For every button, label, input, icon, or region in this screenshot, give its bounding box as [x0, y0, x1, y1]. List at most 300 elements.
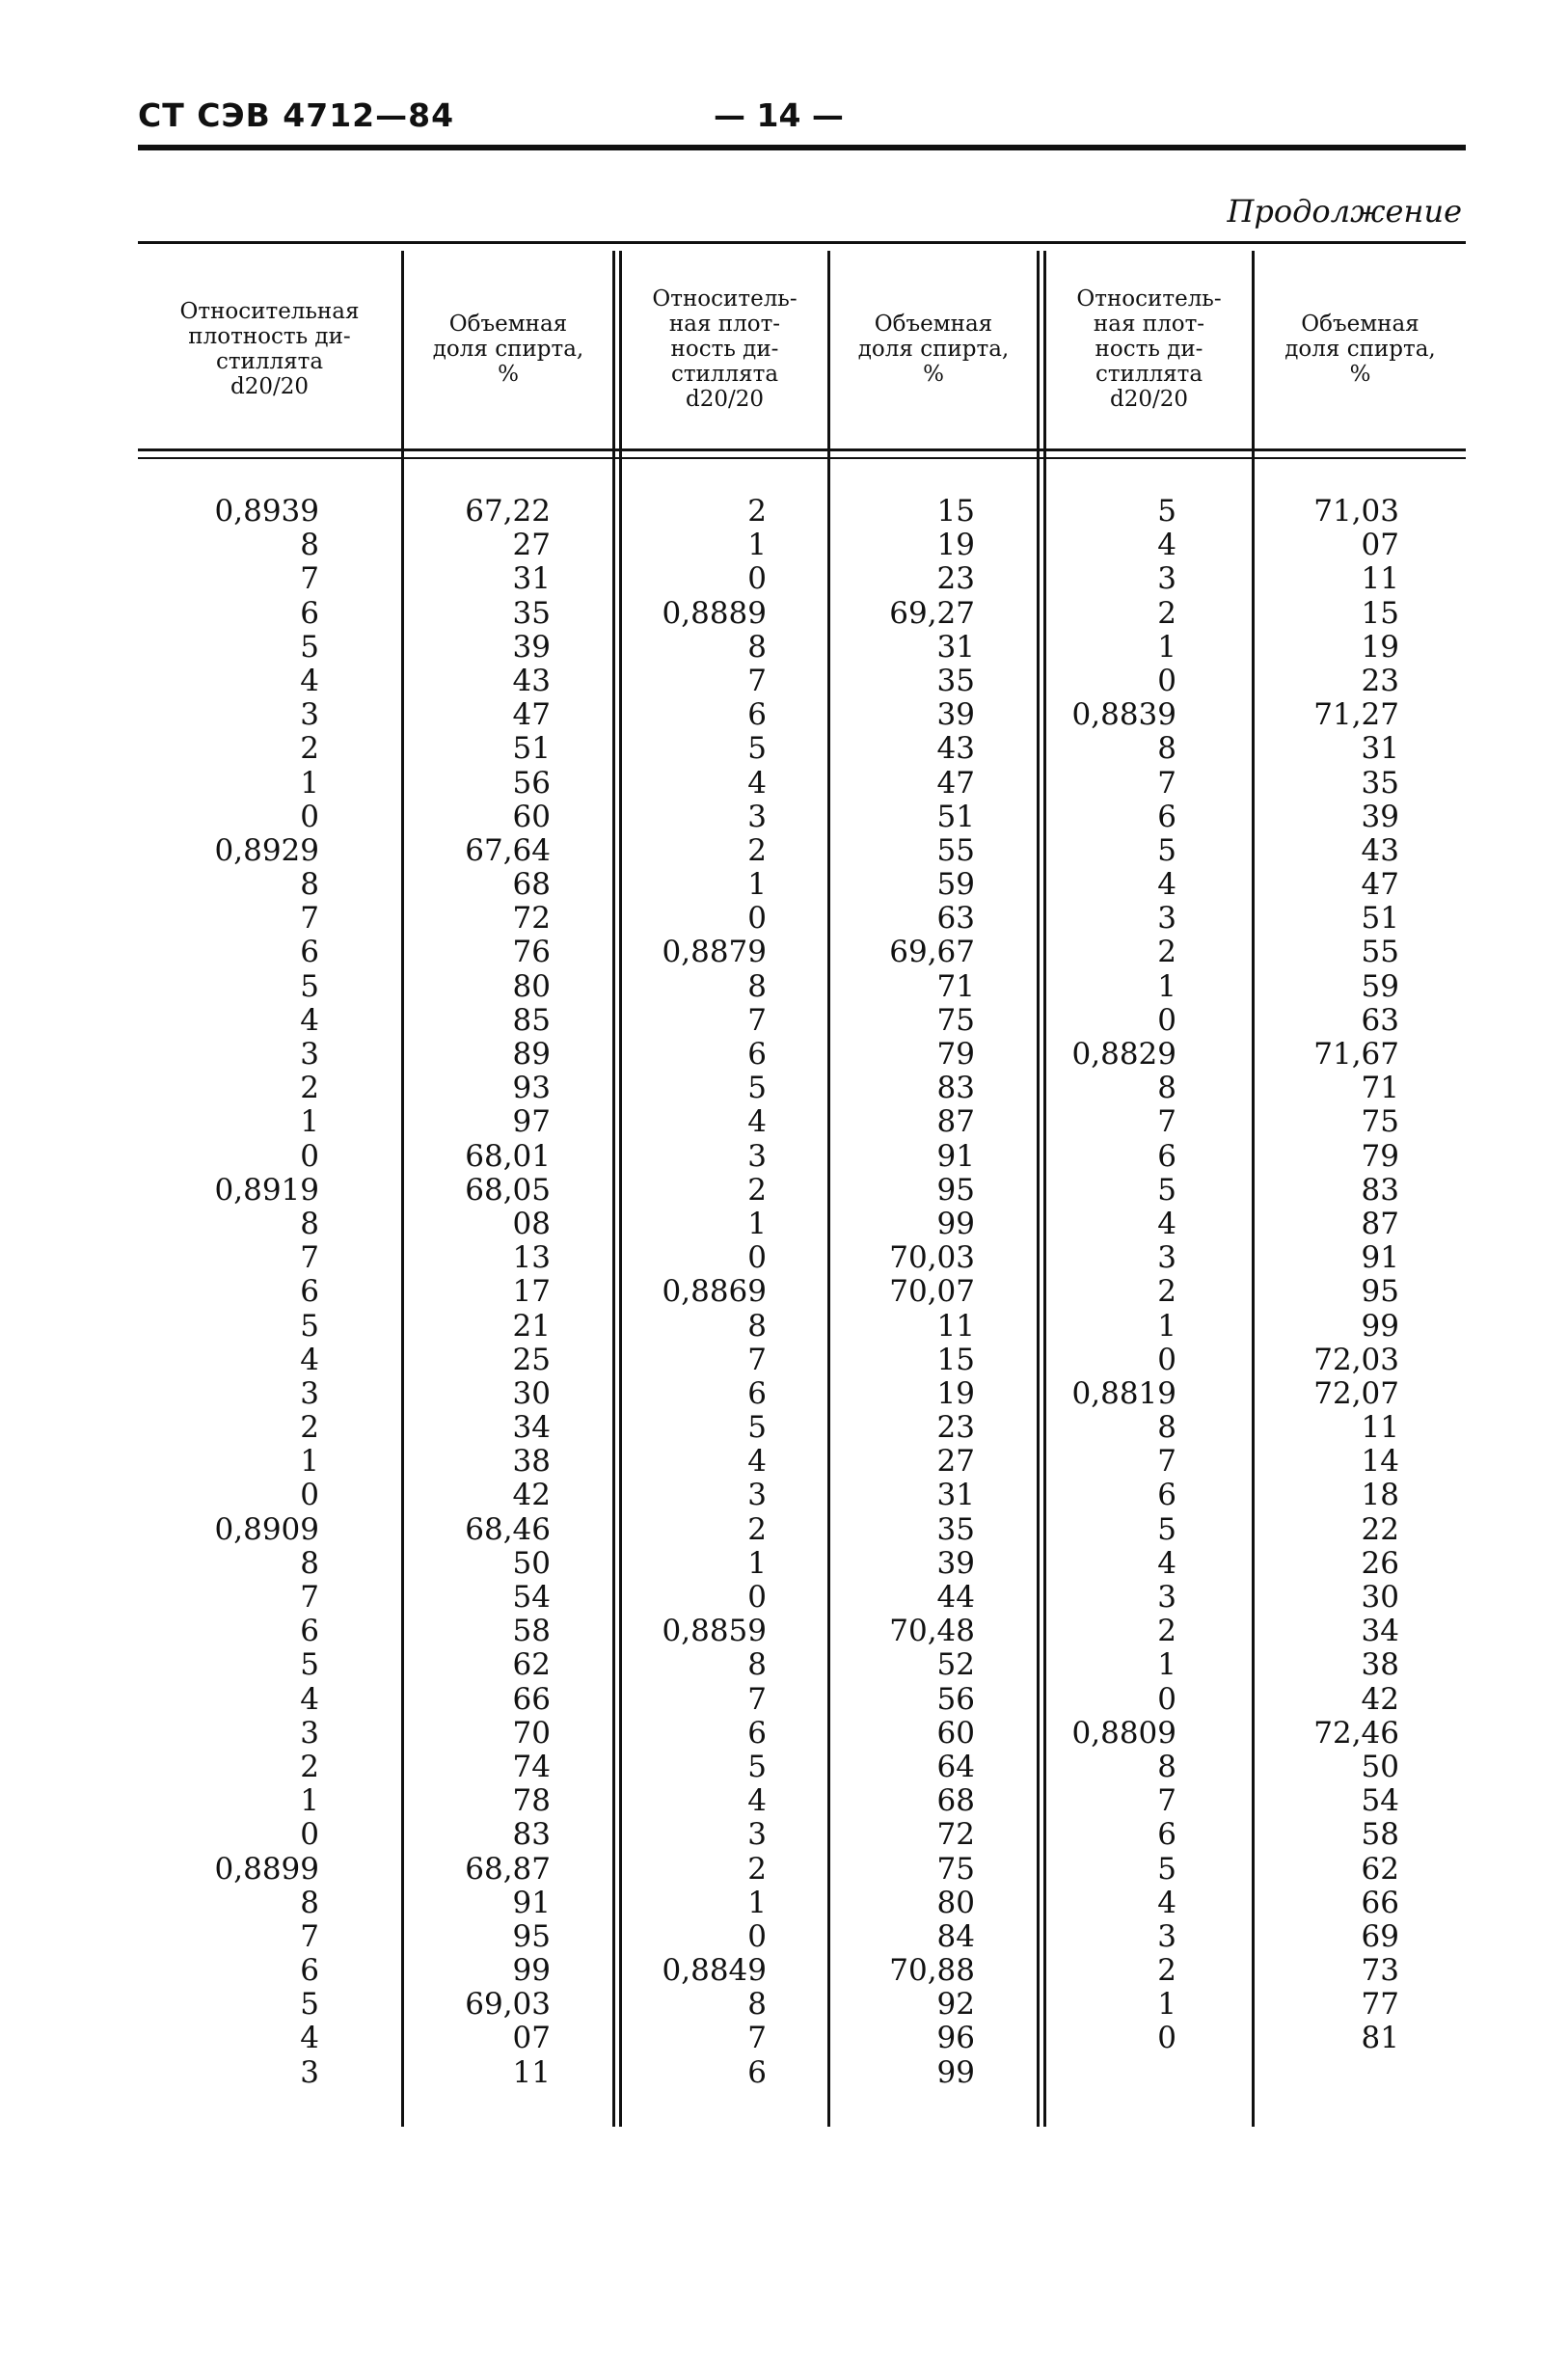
- table-cell: 39: [936, 1545, 975, 1581]
- table-cell: 8: [747, 1308, 767, 1344]
- table-cell: 2: [747, 494, 767, 529]
- table-cell: 68,87: [465, 1851, 551, 1887]
- table-cell: 42: [512, 1478, 551, 1513]
- table-cell: 19: [936, 1375, 975, 1411]
- table-cell: 1: [300, 1444, 319, 1480]
- continuation-label: Продолжение: [1227, 193, 1462, 230]
- table-top-rule: [138, 241, 1466, 244]
- table-cell: 99: [936, 1206, 975, 1241]
- table-cell: 0: [747, 561, 767, 597]
- table-cell: 80: [512, 968, 551, 1004]
- table-cell: 69,27: [889, 595, 975, 631]
- table-cell: 87: [1361, 1206, 1399, 1241]
- table-cell: 2: [300, 1071, 319, 1106]
- table-cell: 0,8889: [662, 595, 767, 631]
- table-cell: 4: [1157, 867, 1176, 903]
- column-alcohol-fraction-2: [830, 495, 975, 2090]
- table-cell: 0,8829: [1071, 1037, 1176, 1072]
- table-cell: 91: [1361, 1240, 1399, 1276]
- table-cell: 23: [936, 1410, 975, 1446]
- table-cell: 6: [300, 1953, 319, 1989]
- header-bottom-rule-2: [138, 457, 1466, 459]
- table-cell: 8: [300, 528, 319, 563]
- table-cell: 4: [1157, 528, 1176, 563]
- table-cell: 0,8859: [662, 1614, 767, 1649]
- table-cell: 0,8939: [214, 494, 319, 529]
- table-cell: 11: [936, 1308, 975, 1344]
- table-cell: 92: [936, 1987, 975, 2023]
- table-cell: 0,8899: [214, 1851, 319, 1887]
- table-cell: 5: [300, 629, 319, 665]
- table-cell: 6: [747, 1037, 767, 1072]
- table-cell: 2: [1157, 1614, 1176, 1649]
- table-cell: 5: [747, 1410, 767, 1446]
- table-cell: 8: [747, 629, 767, 665]
- table-cell: 34: [1361, 1614, 1399, 1649]
- table-cell: 7: [300, 1580, 319, 1615]
- header-rule: [138, 145, 1466, 150]
- table-cell: 30: [512, 1375, 551, 1411]
- table-cell: 52: [936, 1647, 975, 1683]
- table-cell: 73: [1361, 1953, 1399, 1989]
- table-cell: 0: [1157, 1681, 1176, 1717]
- table-cell: 84: [936, 1918, 975, 1954]
- table-cell: 21: [512, 1308, 551, 1344]
- table-cell: 3: [300, 1375, 319, 1411]
- table-cell: 51: [936, 799, 975, 834]
- table-cell: 7: [747, 1342, 767, 1377]
- table-cell: 25: [512, 1342, 551, 1377]
- table-cell: 54: [1361, 1783, 1399, 1819]
- table-cell: 51: [512, 731, 551, 767]
- table-cell: 68: [936, 1783, 975, 1819]
- table-cell: 4: [300, 1002, 319, 1038]
- table-cell: 4: [747, 765, 767, 801]
- table-cell: 39: [512, 629, 551, 665]
- table-cell: 8: [1157, 1410, 1176, 1446]
- column-relative-density-3: [1046, 495, 1176, 2056]
- table-cell: 7: [1157, 1444, 1176, 1480]
- table-cell: 6: [747, 697, 767, 733]
- table-cell: 0: [1157, 1002, 1176, 1038]
- table-cell: 8: [747, 1647, 767, 1683]
- table-cell: 96: [936, 2021, 975, 2056]
- table-cell: 0: [1157, 663, 1176, 698]
- table-cell: 0: [300, 799, 319, 834]
- standard-designation: СТ СЭВ 4712—84: [138, 96, 455, 134]
- column-divider-double: [1037, 251, 1040, 2127]
- table-cell: 2: [1157, 595, 1176, 631]
- table-cell: 89: [512, 1037, 551, 1072]
- table-cell: 3: [1157, 1918, 1176, 1954]
- table-cell: 39: [936, 697, 975, 733]
- table-cell: 0: [747, 1580, 767, 1615]
- table-cell: 6: [300, 595, 319, 631]
- table-cell: 3: [747, 1817, 767, 1853]
- table-cell: 27: [936, 1444, 975, 1480]
- table-cell: 0,8809: [1071, 1715, 1176, 1751]
- table-cell: 99: [936, 2054, 975, 2090]
- table-cell: 38: [1361, 1647, 1399, 1683]
- table-cell: 3: [1157, 1240, 1176, 1276]
- table-cell: 31: [936, 629, 975, 665]
- table-cell: 70,07: [889, 1274, 975, 1310]
- table-cell: 35: [1361, 765, 1399, 801]
- table-cell: 70,03: [889, 1240, 975, 1276]
- table-cell: 58: [1361, 1817, 1399, 1853]
- table-cell: 6: [300, 1274, 319, 1310]
- table-cell: 4: [300, 663, 319, 698]
- table-cell: 1: [300, 1104, 319, 1140]
- table-cell: 6: [747, 1715, 767, 1751]
- density-alcohol-table: [138, 241, 1466, 2132]
- table-cell: 7: [1157, 1104, 1176, 1140]
- table-cell: 77: [1361, 1987, 1399, 2023]
- column-relative-density-1: [138, 495, 319, 2090]
- table-cell: 2: [747, 1172, 767, 1208]
- table-cell: 31: [1361, 731, 1399, 767]
- table-cell: 1: [1157, 1647, 1176, 1683]
- table-cell: 69: [1361, 1918, 1399, 1954]
- table-cell: 62: [512, 1647, 551, 1683]
- table-cell: 5: [300, 1647, 319, 1683]
- table-cell: 7: [747, 1681, 767, 1717]
- column-divider-double: [612, 251, 615, 2127]
- table-cell: 3: [1157, 561, 1176, 597]
- table-cell: 58: [512, 1614, 551, 1649]
- page-number: — 14 —: [714, 96, 844, 134]
- table-cell: 18: [1361, 1478, 1399, 1513]
- table-cell: 1: [300, 1783, 319, 1819]
- table-cell: 1: [747, 867, 767, 903]
- table-cell: 6: [300, 935, 319, 970]
- table-cell: 42: [1361, 1681, 1399, 1717]
- table-cell: 13: [512, 1240, 551, 1276]
- table-cell: 5: [747, 1071, 767, 1106]
- table-cell: 2: [747, 832, 767, 868]
- table-cell: 0: [1157, 2021, 1176, 2056]
- table-cell: 2: [300, 1749, 319, 1784]
- table-cell: 5: [1157, 1851, 1176, 1887]
- table-cell: 6: [747, 1375, 767, 1411]
- table-cell: 62: [1361, 1851, 1399, 1887]
- table-cell: 8: [747, 1987, 767, 2023]
- table-cell: 56: [936, 1681, 975, 1717]
- table-cell: 3: [1157, 1580, 1176, 1615]
- header-alcohol-fraction-2: Объемная доля спирта, %: [857, 312, 1010, 387]
- table-cell: 3: [300, 1037, 319, 1072]
- table-cell: 72: [512, 901, 551, 937]
- table-cell: 60: [936, 1715, 975, 1751]
- table-cell: 8: [300, 1885, 319, 1920]
- column-alcohol-fraction-1: [404, 495, 551, 2090]
- table-cell: 5: [300, 968, 319, 1004]
- table-cell: 4: [1157, 1206, 1176, 1241]
- table-cell: 75: [1361, 1104, 1399, 1140]
- table-cell: 69,03: [465, 1987, 551, 2023]
- table-cell: 83: [512, 1817, 551, 1853]
- table-cell: 35: [936, 1511, 975, 1547]
- table-cell: 7: [300, 1240, 319, 1276]
- table-cell: 54: [512, 1580, 551, 1615]
- table-cell: 72,07: [1313, 1375, 1399, 1411]
- table-cell: 95: [936, 1172, 975, 1208]
- table-cell: 4: [747, 1783, 767, 1819]
- table-cell: 1: [300, 765, 319, 801]
- table-cell: 78: [512, 1783, 551, 1819]
- table-cell: 72,03: [1313, 1342, 1399, 1377]
- table-cell: 8: [747, 968, 767, 1004]
- table-cell: 4: [300, 2021, 319, 2056]
- table-cell: 43: [1361, 832, 1399, 868]
- table-cell: 2: [300, 1410, 319, 1446]
- table-cell: 51: [1361, 901, 1399, 937]
- table-cell: 79: [936, 1037, 975, 1072]
- table-cell: 0,8879: [662, 935, 767, 970]
- table-cell: 59: [936, 867, 975, 903]
- table-cell: 67,22: [465, 494, 551, 529]
- table-cell: 4: [1157, 1885, 1176, 1920]
- table-cell: 1: [1157, 1308, 1176, 1344]
- table-cell: 3: [747, 1138, 767, 1174]
- table-cell: 8: [300, 867, 319, 903]
- table-cell: 3: [747, 799, 767, 834]
- table-cell: 72,46: [1313, 1715, 1399, 1751]
- table-cell: 85: [512, 1002, 551, 1038]
- table-cell: 87: [936, 1104, 975, 1140]
- table-cell: 6: [300, 1614, 319, 1649]
- table-cell: 11: [1361, 1410, 1399, 1446]
- table-cell: 7: [747, 2021, 767, 2056]
- header-alcohol-fraction-3: Объемная доля спирта, %: [1284, 312, 1436, 387]
- table-cell: 2: [747, 1851, 767, 1887]
- table-cell: 95: [512, 1918, 551, 1954]
- table-cell: 71: [1361, 1071, 1399, 1106]
- table-cell: 67,64: [465, 832, 551, 868]
- table-cell: 0: [747, 1918, 767, 1954]
- table-cell: 47: [936, 765, 975, 801]
- table-cell: 71,03: [1313, 494, 1399, 529]
- table-cell: 97: [512, 1104, 551, 1140]
- table-cell: 64: [936, 1749, 975, 1784]
- table-cell: 75: [936, 1851, 975, 1887]
- table-cell: 2: [1157, 1274, 1176, 1310]
- table-cell: 66: [1361, 1885, 1399, 1920]
- table-cell: 91: [512, 1885, 551, 1920]
- table-cell: 66: [512, 1681, 551, 1717]
- header-bottom-rule: [138, 448, 1466, 451]
- table-cell: 2: [1157, 935, 1176, 970]
- table-cell: 79: [1361, 1138, 1399, 1174]
- table-cell: 47: [512, 697, 551, 733]
- table-cell: 1: [1157, 629, 1176, 665]
- table-cell: 1: [747, 1545, 767, 1581]
- table-cell: 30: [1361, 1580, 1399, 1615]
- table-cell: 81: [1361, 2021, 1399, 2056]
- table-cell: 7: [1157, 1783, 1176, 1819]
- header-relative-density-1: Относительная плотность ди- стиллята d20/20: [179, 299, 360, 399]
- table-cell: 15: [936, 494, 975, 529]
- table-cell: 70: [512, 1715, 551, 1751]
- table-cell: 68: [512, 867, 551, 903]
- table-cell: 50: [512, 1545, 551, 1581]
- table-cell: 5: [1157, 1511, 1176, 1547]
- table-cell: 0,8909: [214, 1511, 319, 1547]
- table-cell: 7: [300, 1918, 319, 1954]
- table-cell: 0: [747, 1240, 767, 1276]
- table-cell: 8: [1157, 1749, 1176, 1784]
- table-cell: 0: [300, 1138, 319, 1174]
- table-cell: 7: [300, 561, 319, 597]
- table-cell: 59: [1361, 968, 1399, 1004]
- table-cell: 72: [936, 1817, 975, 1853]
- table-cell: 15: [936, 1342, 975, 1377]
- table-cell: 23: [936, 561, 975, 597]
- table-cell: 23: [1361, 663, 1399, 698]
- table-cell: 5: [1157, 832, 1176, 868]
- table-cell: 0: [747, 901, 767, 937]
- column-relative-density-2: [622, 495, 767, 2090]
- table-cell: 26: [1361, 1545, 1399, 1581]
- table-cell: 34: [512, 1410, 551, 1446]
- table-cell: 5: [1157, 1172, 1176, 1208]
- table-cell: 4: [747, 1444, 767, 1480]
- table-cell: 08: [512, 1206, 551, 1241]
- table-cell: 91: [936, 1138, 975, 1174]
- table-cell: 27: [512, 528, 551, 563]
- table-cell: 63: [936, 901, 975, 937]
- table-cell: 0,8849: [662, 1953, 767, 1989]
- table-cell: 39: [1361, 799, 1399, 834]
- table-cell: 1: [747, 1885, 767, 1920]
- table-cell: 8: [1157, 1071, 1176, 1106]
- table-cell: 3: [747, 1478, 767, 1513]
- table-cell: 0,8839: [1071, 697, 1176, 733]
- table-cell: 71,27: [1313, 697, 1399, 733]
- table-cell: 1: [747, 528, 767, 563]
- table-cell: 50: [1361, 1749, 1399, 1784]
- table-cell: 35: [936, 663, 975, 698]
- table-cell: 68,01: [465, 1138, 551, 1174]
- table-cell: 35: [512, 595, 551, 631]
- table-cell: 76: [512, 935, 551, 970]
- table-cell: 60: [512, 799, 551, 834]
- table-cell: 4: [747, 1104, 767, 1140]
- table-cell: 5: [1157, 494, 1176, 529]
- table-cell: 6: [1157, 1817, 1176, 1853]
- table-cell: 15: [1361, 595, 1399, 631]
- table-cell: 7: [747, 1002, 767, 1038]
- table-cell: 07: [512, 2021, 551, 2056]
- table-cell: 07: [1361, 528, 1399, 563]
- table-cell: 44: [936, 1580, 975, 1615]
- table-cell: 95: [1361, 1274, 1399, 1310]
- table-cell: 19: [936, 528, 975, 563]
- table-cell: 1: [1157, 968, 1176, 1004]
- table-cell: 55: [936, 832, 975, 868]
- table-cell: 75: [936, 1002, 975, 1038]
- table-cell: 1: [1157, 1987, 1176, 2023]
- table-cell: 0: [300, 1817, 319, 1853]
- table-cell: 63: [1361, 1002, 1399, 1038]
- table-cell: 5: [747, 1749, 767, 1784]
- table-cell: 8: [300, 1545, 319, 1581]
- table-cell: 47: [1361, 867, 1399, 903]
- table-cell: 70,88: [889, 1953, 975, 1989]
- table-cell: 17: [512, 1274, 551, 1310]
- table-cell: 5: [747, 731, 767, 767]
- table-cell: 71,67: [1313, 1037, 1399, 1072]
- table-cell: 4: [300, 1681, 319, 1717]
- table-cell: 3: [300, 1715, 319, 1751]
- table-cell: 5: [300, 1987, 319, 2023]
- table-cell: 5: [300, 1308, 319, 1344]
- table-cell: 6: [1157, 799, 1176, 834]
- table-cell: 7: [747, 663, 767, 698]
- table-cell: 83: [1361, 1172, 1399, 1208]
- table-cell: 8: [300, 1206, 319, 1241]
- table-cell: 70,48: [889, 1614, 975, 1649]
- table-cell: 38: [512, 1444, 551, 1480]
- table-cell: 83: [936, 1071, 975, 1106]
- table-cell: 11: [512, 2054, 551, 2090]
- table-cell: 4: [300, 1342, 319, 1377]
- table-cell: 68,46: [465, 1511, 551, 1547]
- table-cell: 68,05: [465, 1172, 551, 1208]
- table-cell: 6: [1157, 1138, 1176, 1174]
- table-cell: 4: [1157, 1545, 1176, 1581]
- table-cell: 74: [512, 1749, 551, 1784]
- table-cell: 93: [512, 1071, 551, 1106]
- table-cell: 3: [1157, 901, 1176, 937]
- header-relative-density-2: Относитель- ная плот- ность ди- стиллята d20/20: [652, 286, 798, 412]
- table-cell: 2: [300, 731, 319, 767]
- table-cell: 99: [1361, 1308, 1399, 1344]
- table-cell: 6: [747, 2054, 767, 2090]
- table-cell: 19: [1361, 629, 1399, 665]
- table-cell: 71: [936, 968, 975, 1004]
- table-cell: 99: [512, 1953, 551, 1989]
- table-cell: 8: [1157, 731, 1176, 767]
- table-cell: 1: [747, 1206, 767, 1241]
- table-cell: 43: [936, 731, 975, 767]
- table-cell: 31: [936, 1478, 975, 1513]
- table-cell: 6: [1157, 1478, 1176, 1513]
- table-cell: 0: [300, 1478, 319, 1513]
- table-cell: 0,8819: [1071, 1375, 1176, 1411]
- table-cell: 3: [300, 697, 319, 733]
- table-cell: 11: [1361, 561, 1399, 597]
- table-cell: 56: [512, 765, 551, 801]
- table-cell: 2: [1157, 1953, 1176, 1989]
- table-cell: 22: [1361, 1511, 1399, 1547]
- header-relative-density-3: Относитель- ная плот- ность ди- стиллята d20/20: [1076, 286, 1222, 412]
- table-cell: 0: [1157, 1342, 1176, 1377]
- table-cell: 0,8919: [214, 1172, 319, 1208]
- table-cell: 7: [1157, 765, 1176, 801]
- table-cell: 55: [1361, 935, 1399, 970]
- table-cell: 31: [512, 561, 551, 597]
- table-cell: 14: [1361, 1444, 1399, 1480]
- table-cell: 2: [747, 1511, 767, 1547]
- table-cell: 80: [936, 1885, 975, 1920]
- table-cell: 3: [300, 2054, 319, 2090]
- column-alcohol-fraction-3: [1255, 495, 1399, 2056]
- table-cell: 7: [300, 901, 319, 937]
- table-cell: 43: [512, 663, 551, 698]
- header-alcohol-fraction-1: Объемная доля спирта, %: [432, 312, 584, 387]
- table-cell: 0,8869: [662, 1274, 767, 1310]
